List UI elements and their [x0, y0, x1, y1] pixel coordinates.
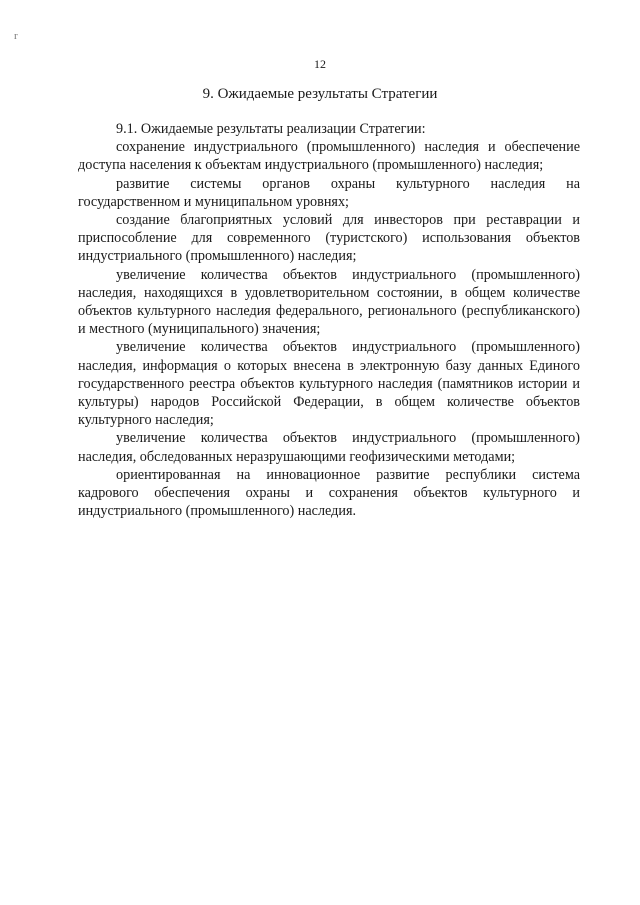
result-item: создание благоприятных условий для инвесторов при реставрации и приспособление для современного (туристского) использования объектов индустриального (промышленного) наследия;	[78, 212, 580, 265]
result-item: увеличение количества объектов индустриального (промышленного) наследия, находящихся в удовлетворительном состоянии, в общем количестве объектов культурного наследия федерального, регионального (республиканского) и местного (муниципального) значения;	[78, 266, 580, 338]
result-item: увеличение количества объектов индустриального (промышленного) наследия, информация о которых внесена в электронную базу данных Единого государственного реестра объектов культурного наследия (памятников истории и культуры) народов Российской Федерации, в общем количестве объектов культурного наследия;	[78, 339, 580, 429]
body-text	[78, 120, 580, 520]
section-heading: 9. Ожидаемые результаты Стратегии	[202, 86, 438, 102]
scan-mark: r	[14, 30, 18, 42]
result-item: увеличение количества объектов индустриального (промышленного) наследия, обследованных неразрушающими геофизическими методами;	[78, 430, 580, 465]
result-item: ориентированная на инновационное развитие республики система кадрового обеспечения охраны и сохранения объектов культурного и индустриального (промышленного) наследия.	[78, 466, 580, 520]
intro-paragraph: 9.1. Ожидаемые результаты реализации Стратегии:	[116, 121, 426, 137]
result-item: развитие системы органов охраны культурного наследия на государственном и муниципальном уровнях;	[78, 175, 580, 210]
page-number: 12	[314, 57, 326, 71]
result-item: сохранение индустриального (промышленного) наследия и обеспечение доступа населения к объектам индустриального (промышленного) наследия;	[78, 139, 580, 174]
